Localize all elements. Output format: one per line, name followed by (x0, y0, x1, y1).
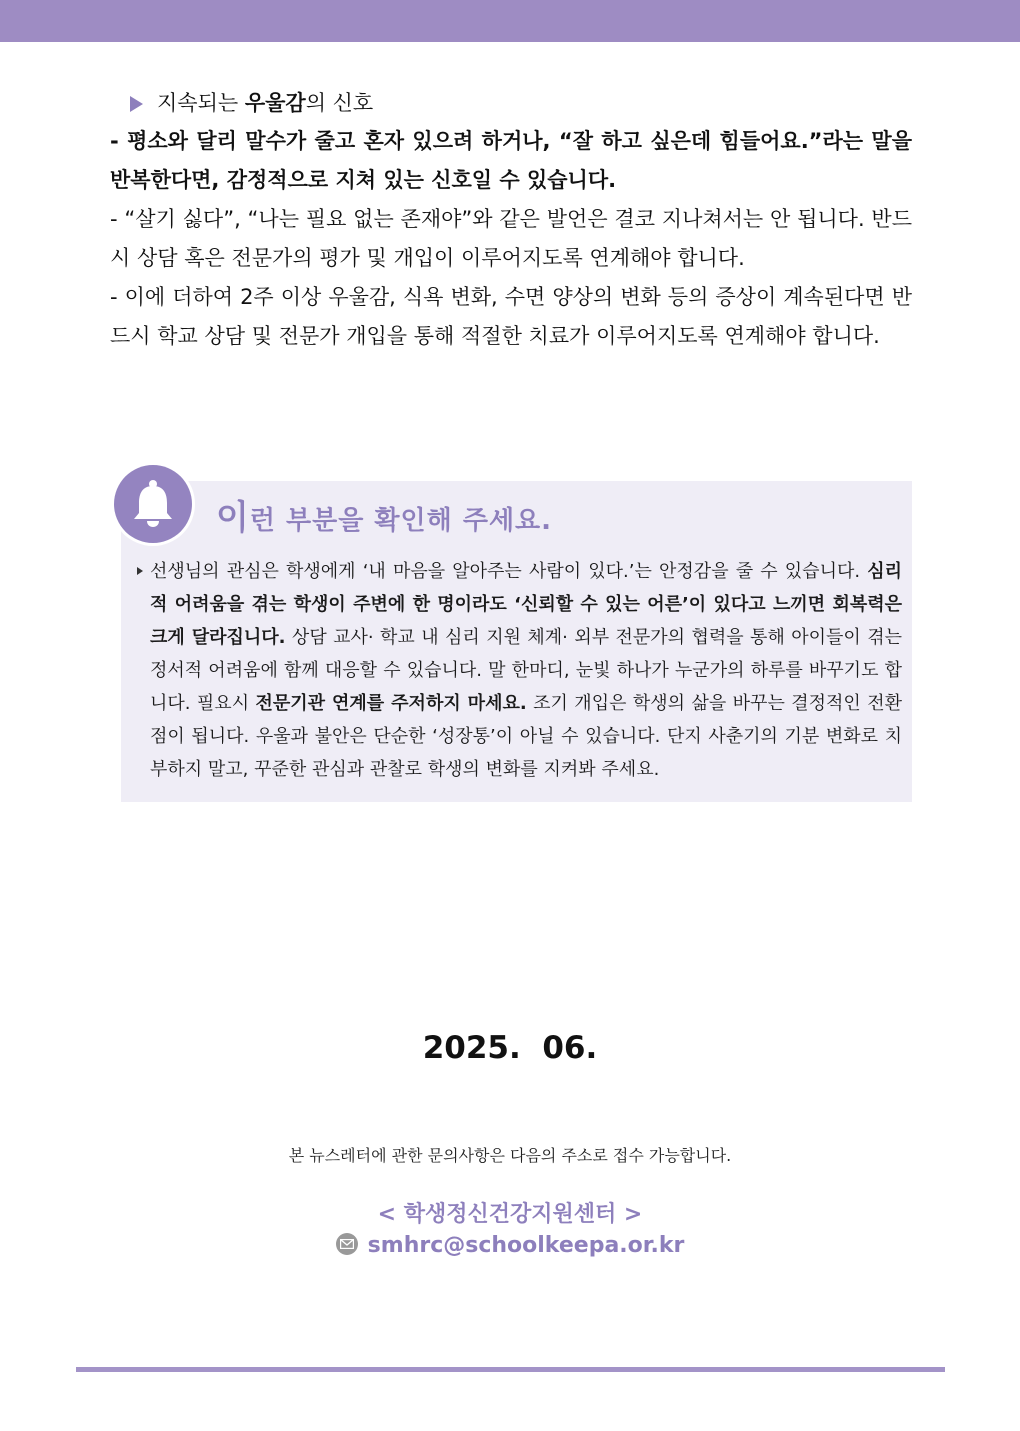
heading-prefix: 지속되는 (157, 91, 245, 115)
heading-suffix: 의 신호 (305, 91, 374, 115)
email-link[interactable]: smhrc@schoolkeepa.or.kr (367, 1233, 685, 1258)
callout-title-rest: 런 부분을 확인해 주세요. (249, 506, 553, 536)
center-name: < 학생정신건강지원센터 > (377, 1202, 643, 1227)
contact-note: 본 뉴스레터에 관한 문의사항은 다음의 주소로 접수 가능합니다. (288, 1146, 732, 1165)
callout-bullet-icon (137, 567, 143, 575)
callout-text-2: 상담 교사· 학교 내 심리 지원 체계· 외부 전문가의 협력을 통해 아이들이 겪는 정서적 어려움에 함께 대응할 수 있습니다. 말 한마디, 눈빛 하나가 누군가의 하루를 바꾸기도 합니다. 필요시 (150, 627, 902, 714)
paragraph-3: - 이에 더하여 2주 이상 우울감, 식욕 변화, 수면 양상의 변화 등의 증상이 계속된다면 반드시 학교 상담 및 전문가 개입을 통해 적절한 치료가 이루어지도록 연계해야 합니다. (110, 285, 912, 348)
callout-text-1: 선생님의 관심은 학생에게 ‘내 마음을 알아주는 사람이 있다.’는 안정감을 줄 수 있습니다. (150, 561, 868, 582)
section-heading (110, 84, 912, 122)
paragraph-2: - “살기 싫다”, “나는 필요 없는 존재야”와 같은 발언은 결코 지나쳐서는 안 됩니다. 반드시 상담 혹은 전문가의 평가 및 개입이 이루어지도록 연계해야 합니다. (110, 207, 912, 270)
callout-text-3: 조기 개입은 학생의 삶을 바꾸는 결정적인 전환점이 됩니다. 우울과 불안은 단순한 ‘성장통’이 아닐 수 있습니다. 단지 사춘기의 기분 변화로 치부하지 말고, 꾸준한 관심과 관찰로 학생의 변화를 지켜봐 주세요. (150, 693, 903, 780)
triangle-bullet-icon (130, 96, 143, 112)
top-banner-bar (0, 0, 1020, 42)
email-row (0, 1233, 1020, 1258)
heading-bold: 우울감 (244, 91, 306, 115)
publication-date: 2025. 06. (422, 1030, 598, 1066)
callout-title-first: 이 (216, 498, 250, 538)
callout-bold-2: 전문기관 연계를 주저하지 마세요. (255, 693, 527, 714)
callout-body (150, 555, 902, 786)
bell-icon (114, 465, 192, 543)
callout-bold-1: 심리적 어려움을 겪는 학생이 주변에 한 명이라도 ‘신뢰할 수 있는 어른’이 있다고 느끼면 회복력은 크게 달라집니다. (150, 561, 902, 648)
callout-title (216, 490, 552, 539)
paragraph-1: - 평소와 달리 말수가 줄고 혼자 있으려 하거나, “잘 하고 싶은데 힘들어요.”라는 말을 반복한다면, 감정적으로 지쳐 있는 신호일 수 있습니다. (110, 129, 912, 192)
depression-signs-section (110, 84, 912, 356)
bottom-divider (76, 1367, 945, 1372)
mail-icon (336, 1233, 358, 1255)
